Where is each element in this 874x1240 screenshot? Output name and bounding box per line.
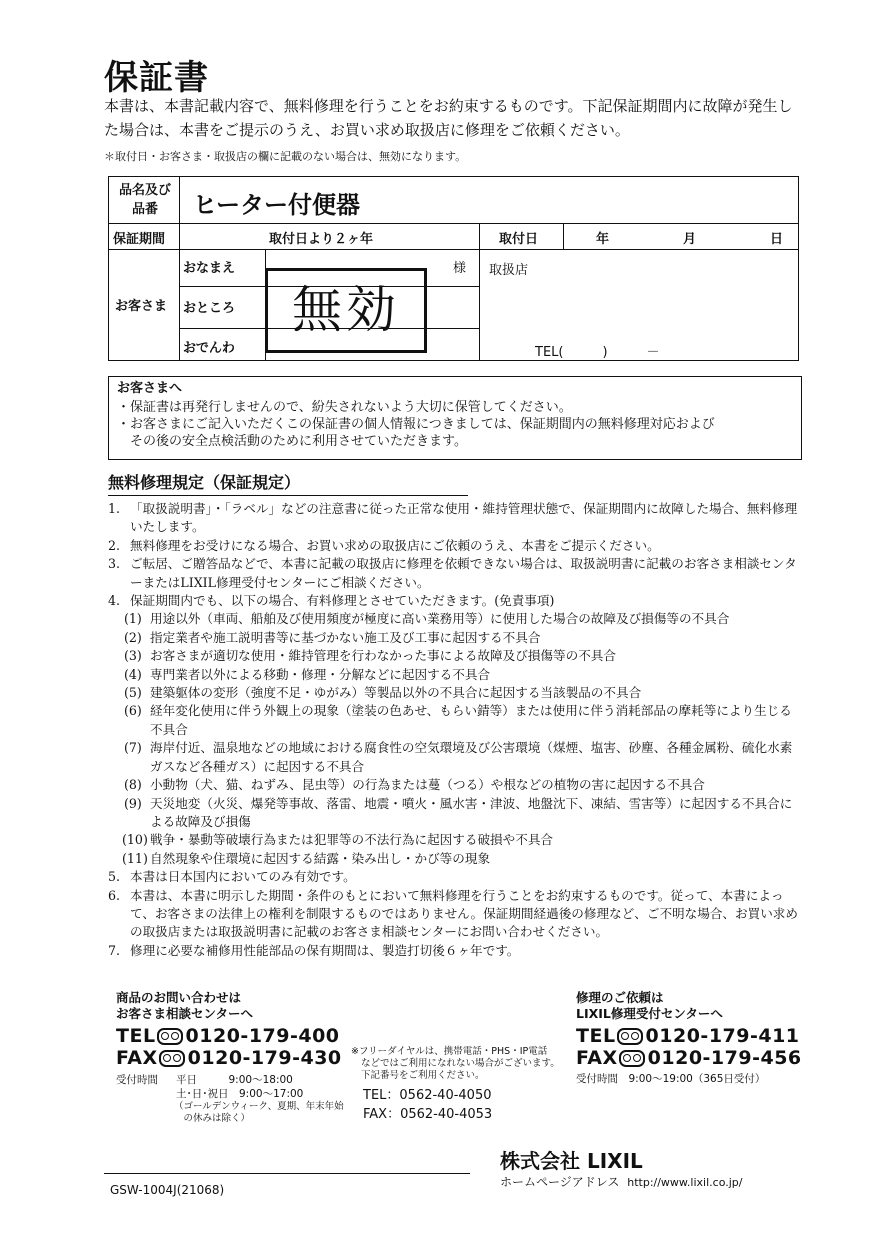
freedial-note: などではご利用になれない場合がございます。 bbox=[361, 1058, 560, 1069]
freedial-icon bbox=[159, 1050, 185, 1067]
exclusion-num: (3) bbox=[124, 648, 142, 664]
fax-label: FAX bbox=[116, 1047, 158, 1069]
exclusion-item bbox=[108, 666, 804, 684]
rule-text: 本書は日本国内においてのみ有効です。 bbox=[130, 869, 356, 885]
hours-note: （ゴールデンウィーク、夏期、年末年始 bbox=[174, 1101, 344, 1112]
exclusion-text: 自然現象や住環境に起因する結露・染み出し・かび等の現象 bbox=[150, 850, 491, 866]
rule-num: 6. bbox=[108, 887, 121, 903]
phone-label: おでんわ bbox=[183, 341, 235, 356]
exclusion-num: (6) bbox=[124, 703, 142, 719]
exclusion-text: 経年変化使用に伴う外観上の現象（塗装の色あせ、もらい錆等）または使用に伴う消耗部品の摩耗等により生じる不具合 bbox=[150, 703, 792, 737]
hours-note: の休みは除く） bbox=[174, 1113, 251, 1124]
consultation-heading-2: お客さま相談センターへ bbox=[116, 1006, 254, 1021]
tel-label: TEL bbox=[576, 1025, 616, 1047]
exclusion-num: (9) bbox=[124, 795, 142, 811]
void-stamp: 無効 bbox=[265, 268, 427, 353]
exclusion-item bbox=[108, 831, 804, 849]
rule-item bbox=[108, 537, 804, 555]
rule-text: 保証期間内でも、以下の場合、有料修理とさせていただきます。(免責事項) bbox=[130, 593, 555, 609]
exclusion-num: (4) bbox=[124, 666, 142, 682]
exclusion-num: (8) bbox=[124, 777, 142, 793]
rule-num: 3. bbox=[108, 556, 121, 572]
page-title: 保証書 bbox=[104, 58, 209, 98]
rule-num: 5. bbox=[108, 869, 121, 885]
repair-hours: 受付時間 9:00～19:00（365日受付） bbox=[576, 1073, 766, 1085]
exclusion-item bbox=[108, 702, 804, 739]
footer-divider bbox=[104, 1173, 470, 1174]
freedial-icon bbox=[617, 1028, 643, 1045]
rule-num: 7. bbox=[108, 942, 121, 958]
consultation-center bbox=[116, 990, 346, 1125]
exclusion-item bbox=[108, 795, 804, 832]
rule-text: 無料修理をお受けになる場合、お買い求めの取扱店にご依頼のうえ、本書をご提示ください。 bbox=[130, 537, 660, 553]
rule-num: 4. bbox=[108, 593, 121, 609]
customer-label: お客さま bbox=[115, 299, 168, 314]
exclusion-num: (7) bbox=[124, 740, 142, 756]
fax-number: 0120-179-430 bbox=[187, 1047, 342, 1069]
tel-number: 0120-179-411 bbox=[645, 1025, 800, 1047]
company-name: 株式会社 LIXIL bbox=[500, 1149, 643, 1173]
rule-item bbox=[108, 592, 804, 610]
exclusion-item bbox=[108, 610, 804, 628]
repair-heading-1: 修理のご依頼は bbox=[576, 990, 664, 1005]
hours-weekday: 平日 9:00～18:00 bbox=[176, 1074, 293, 1086]
rules-title: 無料修理規定（保証規定） bbox=[108, 473, 301, 492]
rule-num: 1. bbox=[108, 501, 121, 516]
rule-item bbox=[108, 500, 804, 537]
exclusion-text: 建築躯体の変形（強度不足・ゆがみ）等製品以外の不具合に起因する当該製品の不具合 bbox=[150, 685, 642, 701]
tel-label: TEL bbox=[116, 1025, 156, 1047]
dealer-label: 取扱店 bbox=[489, 263, 529, 278]
repair-tel bbox=[576, 1025, 806, 1047]
alt-tel: TEL：0562-40-4050 bbox=[363, 1088, 492, 1103]
freedial-notice bbox=[351, 1046, 566, 1122]
exclusion-text: 天災地変（火災、爆発等事故、落雷、地震・噴火・風水害・津波、地盤沈下、凍結、雪害等）に起因する不具合による故障及び損傷 bbox=[150, 795, 793, 829]
customer-notice bbox=[108, 376, 802, 460]
repair-heading-2: LIXIL修理受付センターへ bbox=[576, 1006, 723, 1021]
rule-num: 2. bbox=[108, 537, 121, 553]
homepage-url[interactable]: http://www.lixil.co.jp/ bbox=[627, 1176, 743, 1189]
exclusion-text: 小動物（犬、猫、ねずみ、昆虫等）の行為または蔓（つる）や根などの植物の害に起因する不具合 bbox=[150, 777, 705, 793]
freedial-note: 下記番号をご利用ください。 bbox=[361, 1070, 485, 1081]
rule-text: 修理に必要な補修用性能部品の保有期間は、製造打切後６ヶ年です。 bbox=[130, 942, 520, 958]
intro-text: 本書は、本書記載内容で、無料修理を行うことをお約束するものです。下記保証期間内に故障が発生した場合は、本書をご提示のうえ、お買い求め取扱店に修理をご依頼ください。 bbox=[104, 97, 793, 139]
address-label: おところ bbox=[183, 301, 236, 316]
consultation-heading-1: 商品のお問い合わせは bbox=[116, 990, 242, 1005]
product-name: ヒーター付便器 bbox=[193, 191, 361, 219]
repair-fax bbox=[576, 1047, 806, 1069]
freedial-icon bbox=[157, 1028, 183, 1045]
hours-weekend: 土･日･祝日 9:00～17:00 bbox=[176, 1088, 304, 1100]
exclusion-text: 戦争・暴動等破壊行為または犯罪等の不法行為に起因する破損や不具合 bbox=[150, 832, 553, 848]
hours-label: 受付時間 bbox=[116, 1074, 158, 1086]
exclusion-text: 用途以外（車両、船舶及び使用頻度が極度に高い業務用等）に使用した場合の故障及び損傷等の不具合 bbox=[150, 611, 730, 627]
document-code: GSW-1004J(21068) bbox=[110, 1183, 225, 1197]
product-label-line1: 品名及び bbox=[118, 183, 171, 198]
product-label-line2: 品番 bbox=[131, 202, 158, 217]
exclusion-num: (10) bbox=[122, 832, 148, 848]
rule-text: ご転居、ご贈答品などで、本書に記載の取扱店に修理を依頼できない場合は、取扱説明書に記載のお客さま相談センターまたはLIXIL修理受付センターにご相談ください。 bbox=[130, 556, 797, 590]
exclusion-item bbox=[108, 684, 804, 702]
exclusion-text: お客さまが適切な使用・維持管理を行わなかった事による故障及び損傷等の不具合 bbox=[150, 648, 616, 664]
tel-number: 0120-179-400 bbox=[185, 1025, 340, 1047]
notice-item: その後の安全点検活動のために利用させていただきます。 bbox=[117, 434, 467, 449]
install-day-unit: 日 bbox=[770, 232, 784, 247]
period-value: 取付日より２ヶ年 bbox=[269, 232, 374, 247]
exclusion-num: (2) bbox=[124, 629, 142, 645]
exclusion-item bbox=[108, 629, 804, 647]
consultation-hours bbox=[116, 1073, 346, 1125]
install-year-unit: 年 bbox=[596, 232, 610, 247]
rule-text: 「取扱説明書」・「ラベル」などの注意書に従った正常な使用・維持管理状態で、保証期間内に故障した場合、無料修理いたします。 bbox=[130, 501, 798, 535]
exclusion-text: 専門業者以外による移動・修理・分解などに起因する不具合 bbox=[150, 666, 491, 682]
rule-item bbox=[108, 555, 804, 592]
dealer-tel: TEL( ) － bbox=[535, 345, 660, 360]
freedial-note: ※フリーダイヤルは、携帯電話・PHS・IP電話 bbox=[351, 1046, 548, 1057]
rule-item bbox=[108, 942, 804, 960]
install-month-unit: 月 bbox=[683, 232, 697, 247]
validity-note: ＊取付日・お客さま・取扱店の欄に記載のない場合は、無効になります。 bbox=[104, 150, 467, 163]
fax-number: 0120-179-456 bbox=[647, 1047, 802, 1069]
homepage-line bbox=[500, 1173, 742, 1190]
name-label: おなまえ bbox=[183, 261, 236, 276]
warranty-table bbox=[108, 176, 799, 361]
exclusion-num: (1) bbox=[124, 611, 142, 627]
rule-item bbox=[108, 868, 804, 886]
exclusion-text: 海岸付近、温泉地などの地域における腐食性の空気環境及び公害環境（煤煙、塩害、砂塵、各種金属粉、硫化水素ガスなど各種ガス）に起因する不具合 bbox=[150, 740, 793, 774]
fax-label: FAX bbox=[576, 1047, 618, 1069]
consultation-fax bbox=[116, 1047, 346, 1069]
product-label bbox=[115, 181, 175, 219]
exclusion-item bbox=[108, 776, 804, 794]
period-label: 保証期間 bbox=[113, 232, 166, 247]
rule-text: 本書は、本書に明示した期間・条件のもとにおいて無料修理を行うことをお約束するものです。従って、本書によって、お客さまの法律上の権利を制限するものではありません。保証期間経過後の修理など、ご不明な場合、お買い求めの取扱店または取扱説明書に記載のお客さま相談センターにお問い合わせください。 bbox=[130, 887, 798, 940]
exclusion-item bbox=[108, 647, 804, 665]
exclusion-text: 指定業者や施工説明書等に基づかない施工及び工事に起因する不具合 bbox=[150, 629, 541, 645]
homepage-label: ホームページアドレス bbox=[500, 1175, 620, 1189]
notice-item: ・保証書は再発行しませんので、紛失されないよう大切に保管してください。 bbox=[117, 400, 572, 415]
notice-item: ・お客さまにご記入いただくこの保証書の個人情報につきましては、保証期間内の無料修理対応および bbox=[117, 417, 715, 432]
rules-divider bbox=[108, 495, 468, 496]
rule-item bbox=[108, 887, 804, 942]
exclusion-item bbox=[108, 739, 804, 776]
freedial-icon bbox=[619, 1050, 645, 1067]
exclusion-num: (5) bbox=[124, 685, 142, 701]
repair-center bbox=[576, 990, 806, 1086]
exclusion-num: (11) bbox=[122, 850, 148, 866]
rules-list bbox=[108, 500, 804, 960]
alt-fax: FAX：0562-40-4053 bbox=[363, 1107, 493, 1122]
honorific: 様 bbox=[453, 261, 467, 276]
exclusion-item bbox=[108, 850, 804, 868]
install-date-label: 取付日 bbox=[499, 232, 539, 247]
notice-heading: お客さまへ bbox=[117, 381, 183, 396]
consultation-tel bbox=[116, 1025, 346, 1047]
